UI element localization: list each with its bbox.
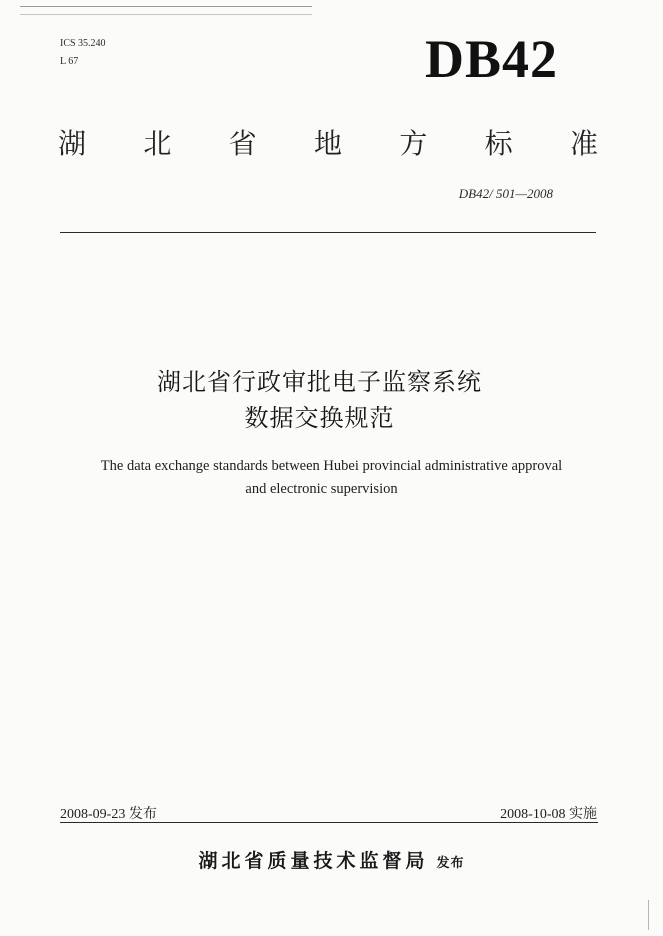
title-english-line1: The data exchange standards between Hubei provincial administrative approval [100,458,563,474]
standard-type-heading [58,122,598,162]
standard-type-char: 北 [143,127,172,160]
ics-code: ICS 35.240 [60,38,106,49]
ccs-code: L 67 [60,56,79,67]
standard-type-char: 标 [484,127,513,160]
top-scan-rule [20,6,312,7]
implementation-date: 2008-10-08 实施 [500,807,597,822]
issuer-suffix: 发布 [436,856,465,871]
standard-type-char: 方 [399,127,428,160]
header-divider [60,232,596,233]
title-chinese-line1: 湖北省行政审批电子监察系统 [157,368,482,396]
top-scan-rule-secondary [20,14,312,15]
standard-type-char: 省 [228,127,257,160]
issuing-authority [0,846,663,873]
standard-type-char: 准 [569,127,598,160]
db-standard-mark: DB42 [424,29,558,89]
standard-type-char: 地 [313,127,342,160]
title-chinese-line2: 数据交换规范 [244,404,395,432]
footer-divider [60,822,598,823]
standard-type-char: 湖 [58,127,87,160]
issue-date: 2008-09-23 发布 [60,807,157,822]
scan-edge-mark [648,900,649,930]
issuer-name: 湖北省质量技术监督局 [198,850,429,872]
standard-number: DB42/ 501—2008 [458,186,553,201]
title-english-line2: and electronic supervision [245,481,398,497]
